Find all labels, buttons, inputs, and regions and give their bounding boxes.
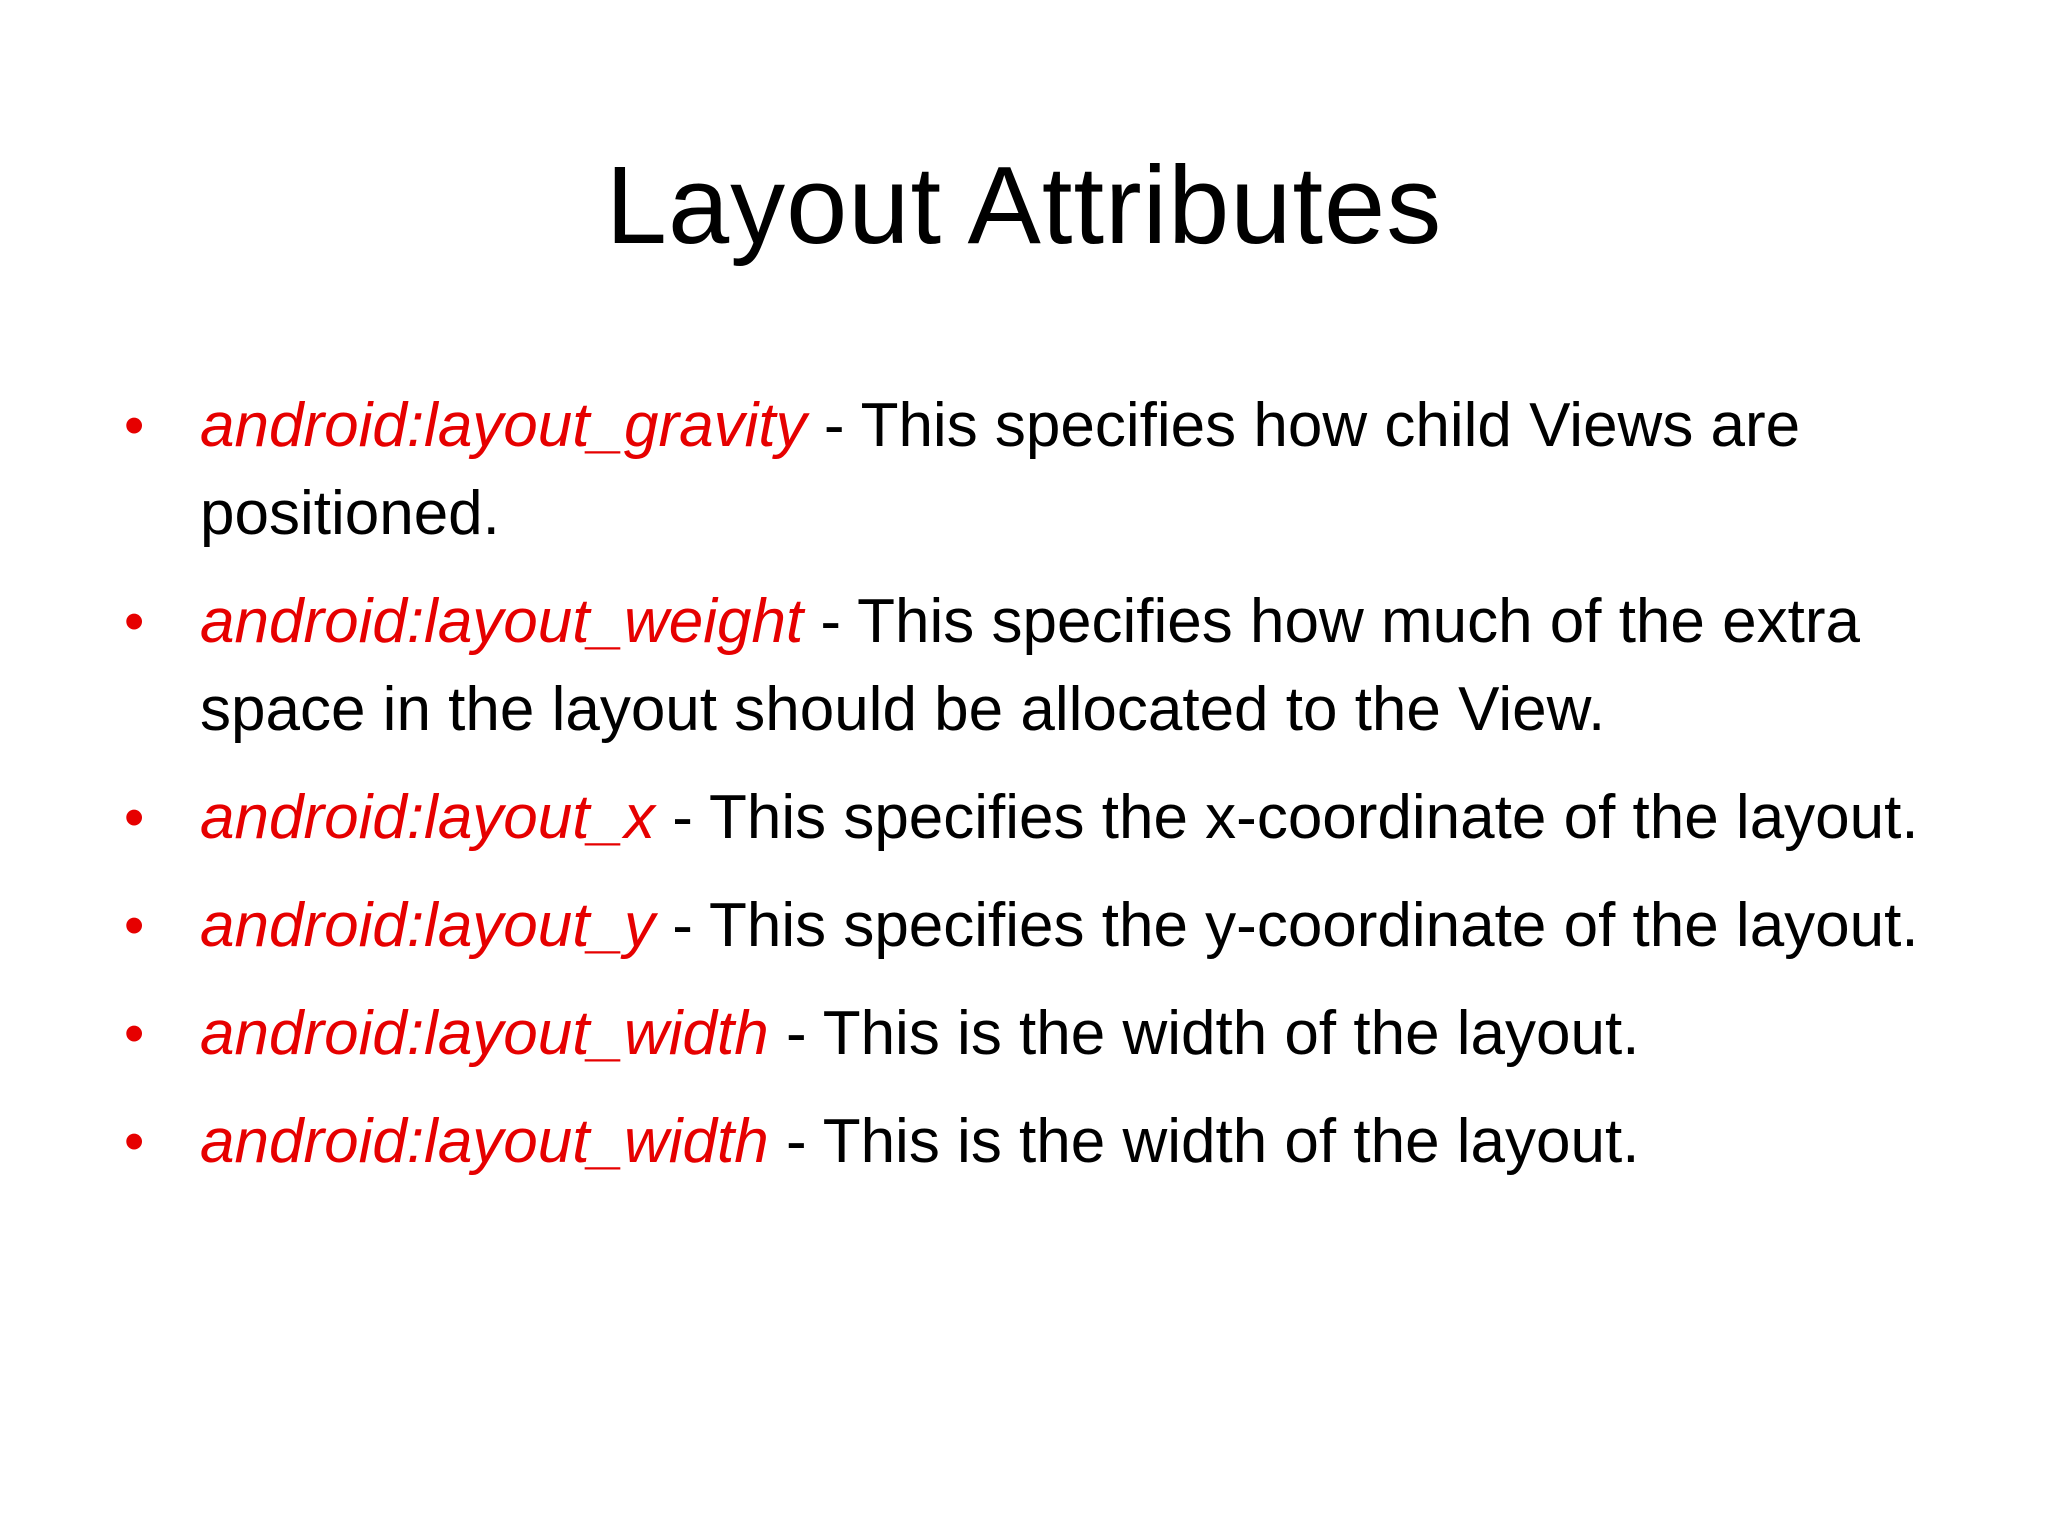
attribute-name: android:layout_width bbox=[200, 999, 769, 1068]
attribute-description: - This specifies how child Views are positioned. bbox=[200, 391, 1801, 548]
attribute-description: - This specifies the y-coordinate of the layout. bbox=[654, 891, 1919, 960]
list-item bbox=[120, 774, 1980, 862]
attribute-description: - This specifies how much of the extra space in the layout should be allocated to the View. bbox=[200, 587, 1860, 744]
bullet-icon: • bbox=[124, 1109, 145, 1174]
list-item bbox=[120, 382, 1980, 558]
bullet-icon: • bbox=[124, 1001, 145, 1066]
attribute-description: - This specifies the x-coordinate of the layout. bbox=[654, 783, 1919, 852]
bullet-icon: • bbox=[124, 589, 145, 654]
bullet-icon: • bbox=[124, 893, 145, 958]
bullet-list bbox=[120, 382, 1980, 1206]
attribute-name: android:layout_width bbox=[200, 1107, 769, 1176]
bullet-icon: • bbox=[124, 785, 145, 850]
slide-title: Layout Attributes bbox=[605, 144, 1443, 267]
list-item bbox=[120, 1098, 1980, 1186]
list-item bbox=[120, 578, 1980, 754]
bullet-icon: • bbox=[124, 393, 145, 458]
attribute-name: android:layout_y bbox=[200, 891, 655, 960]
attribute-description: - This is the width of the layout. bbox=[768, 999, 1640, 1068]
attribute-description: - This is the width of the layout. bbox=[768, 1107, 1640, 1176]
list-item bbox=[120, 990, 1980, 1078]
attribute-name: android:layout_weight bbox=[200, 587, 804, 656]
attribute-name: android:layout_gravity bbox=[200, 391, 807, 460]
attribute-name: android:layout_x bbox=[200, 783, 655, 852]
list-item bbox=[120, 882, 1980, 970]
